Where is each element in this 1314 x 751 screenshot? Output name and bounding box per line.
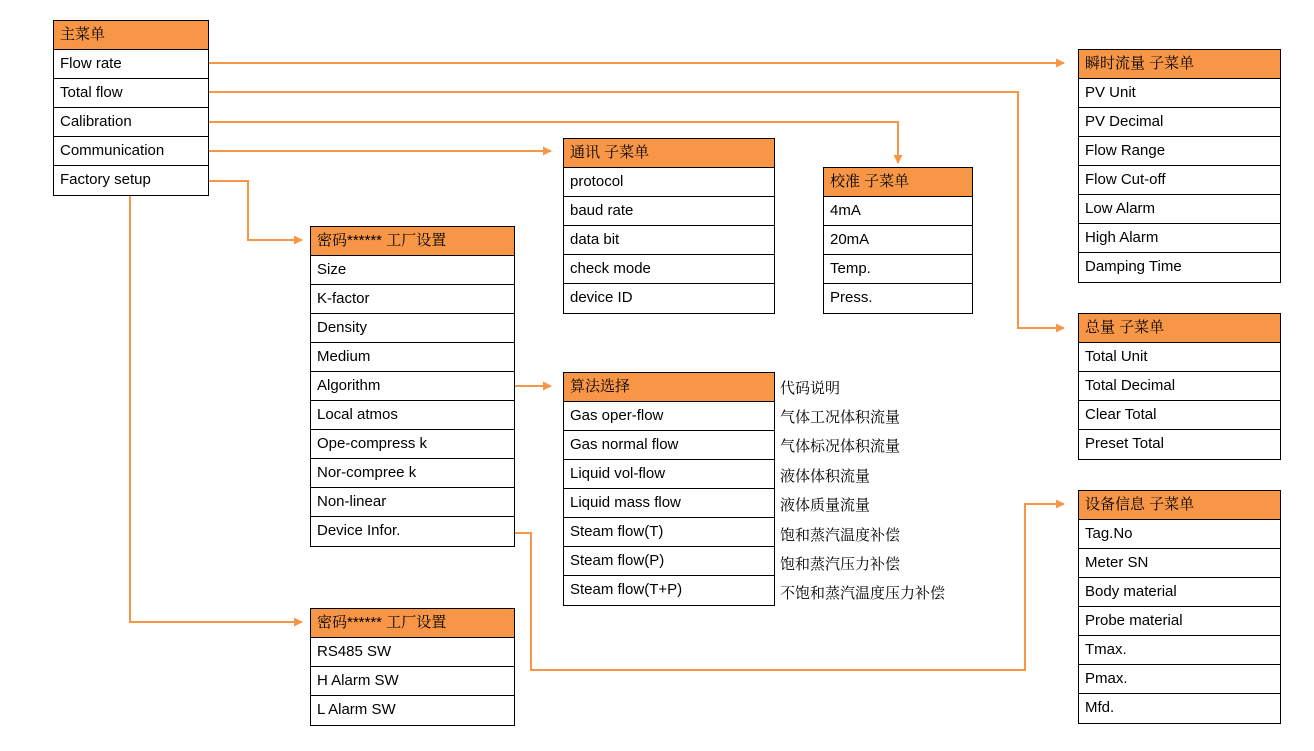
flow-rate-item-pv-decimal[interactable]: PV Decimal bbox=[1079, 108, 1280, 137]
total-flow-item-clear-total[interactable]: Clear Total bbox=[1079, 401, 1280, 430]
device-info-submenu-title: 设备信息 子菜单 bbox=[1079, 491, 1280, 520]
flow-rate-item-pv-unit[interactable]: PV Unit bbox=[1079, 79, 1280, 108]
calibration-submenu-title: 校准 子菜单 bbox=[824, 168, 972, 197]
device-info-submenu-box bbox=[1078, 490, 1281, 724]
main-menu-item-total-flow[interactable]: Total flow bbox=[54, 79, 208, 108]
total-flow-item-total-decimal[interactable]: Total Decimal bbox=[1079, 372, 1280, 401]
factory-setup-2-box bbox=[310, 608, 515, 726]
calibration-item-4ma[interactable]: 4mA bbox=[824, 197, 972, 226]
algorithm-item-steam-flow-t[interactable]: Steam flow(T) bbox=[564, 518, 774, 547]
communication-item-data-bit[interactable]: data bit bbox=[564, 226, 774, 255]
total-flow-submenu-title: 总量 子菜单 bbox=[1079, 314, 1280, 343]
algorithm-item-gas-oper-flow[interactable]: Gas oper-flow bbox=[564, 402, 774, 431]
main-menu-box bbox=[53, 20, 209, 196]
flow-rate-item-damping-time[interactable]: Damping Time bbox=[1085, 258, 1182, 275]
factory-setup-2-item-rs485-sw[interactable]: RS485 SW bbox=[311, 638, 514, 667]
code-explanation-gas-oper-flow: 气体工况体积流量 bbox=[780, 409, 901, 426]
device-info-item-meter-sn[interactable]: Meter SN bbox=[1079, 549, 1280, 578]
code-explanation-liquid-mass-flow: 液体质量流量 bbox=[780, 497, 871, 514]
code-explanation-gas-normal-flow: 气体标况体积流量 bbox=[780, 438, 901, 455]
factory-setup-item-ope-compress-k[interactable]: Ope-compress k bbox=[311, 430, 514, 459]
code-explanation-steam-flow-t: 饱和蒸汽温度补偿 bbox=[780, 527, 901, 544]
algorithm-item-steam-flow-tp[interactable]: Steam flow(T+P) bbox=[570, 581, 683, 598]
code-explanation-steam-flow-p: 饱和蒸汽压力补偿 bbox=[780, 556, 901, 573]
algorithm-box bbox=[563, 372, 775, 606]
flow-rate-submenu-title: 瞬时流量 子菜单 bbox=[1079, 50, 1280, 79]
algorithm-item-liquid-mass-flow[interactable]: Liquid mass flow bbox=[564, 489, 774, 518]
factory-setup-item-local-atmos[interactable]: Local atmos bbox=[311, 401, 514, 430]
calibration-item-press[interactable]: Press. bbox=[830, 289, 873, 306]
total-flow-item-preset-total[interactable]: Preset Total bbox=[1085, 435, 1164, 452]
code-explanation-liquid-vol-flow: 液体体积流量 bbox=[780, 468, 871, 485]
factory-setup-2-item-l-alarm-sw[interactable]: L Alarm SW bbox=[317, 701, 396, 718]
main-menu-item-calibration[interactable]: Calibration bbox=[54, 108, 208, 137]
communication-item-check-mode[interactable]: check mode bbox=[564, 255, 774, 284]
factory-setup-2-title: 密码****** 工厂设置 bbox=[311, 609, 514, 638]
factory-setup-item-non-linear[interactable]: Non-linear bbox=[311, 488, 514, 517]
factory-setup-item-density[interactable]: Density bbox=[311, 314, 514, 343]
device-info-item-probe-material[interactable]: Probe material bbox=[1079, 607, 1280, 636]
factory-setup-item-nor-compree-k[interactable]: Nor-compree k bbox=[311, 459, 514, 488]
factory-setup-2-item-h-alarm-sw[interactable]: H Alarm SW bbox=[311, 667, 514, 696]
algorithm-item-steam-flow-p[interactable]: Steam flow(P) bbox=[564, 547, 774, 576]
algorithm-item-gas-normal-flow[interactable]: Gas normal flow bbox=[564, 431, 774, 460]
flow-rate-submenu-box bbox=[1078, 49, 1281, 283]
calibration-submenu-box bbox=[823, 167, 973, 314]
algorithm-title: 算法选择 bbox=[564, 373, 774, 402]
device-info-item-mfd[interactable]: Mfd. bbox=[1085, 699, 1115, 716]
code-explanation-steam-flow-tp: 不饱和蒸汽温度压力补偿 bbox=[780, 585, 946, 602]
factory-setup-box bbox=[310, 226, 515, 547]
algorithm-item-liquid-vol-flow[interactable]: Liquid vol-flow bbox=[564, 460, 774, 489]
flow-rate-item-high-alarm[interactable]: High Alarm bbox=[1079, 224, 1280, 253]
communication-submenu-title: 通讯 子菜单 bbox=[564, 139, 774, 168]
device-info-item-body-material[interactable]: Body material bbox=[1079, 578, 1280, 607]
flow-rate-item-flow-cut-off[interactable]: Flow Cut-off bbox=[1079, 166, 1280, 195]
main-menu-item-communication[interactable]: Communication bbox=[54, 137, 208, 166]
factory-setup-item-algorithm[interactable]: Algorithm bbox=[311, 372, 514, 401]
communication-item-protocol[interactable]: protocol bbox=[564, 168, 774, 197]
device-info-item-tmax[interactable]: Tmax. bbox=[1079, 636, 1280, 665]
calibration-item-20ma[interactable]: 20mA bbox=[824, 226, 972, 255]
factory-setup-item-device-infor[interactable]: Device Infor. bbox=[317, 522, 401, 539]
total-flow-item-total-unit[interactable]: Total Unit bbox=[1079, 343, 1280, 372]
factory-setup-item-k-factor[interactable]: K-factor bbox=[311, 285, 514, 314]
total-flow-submenu-box bbox=[1078, 313, 1281, 460]
factory-setup-item-size[interactable]: Size bbox=[311, 256, 514, 285]
communication-item-baud-rate[interactable]: baud rate bbox=[564, 197, 774, 226]
main-menu-item-flow-rate[interactable]: Flow rate bbox=[54, 50, 208, 79]
flow-rate-item-low-alarm[interactable]: Low Alarm bbox=[1079, 195, 1280, 224]
main-menu-title: 主菜单 bbox=[54, 21, 208, 50]
communication-item-device-id[interactable]: device ID bbox=[570, 289, 633, 306]
device-info-item-tag-no[interactable]: Tag.No bbox=[1079, 520, 1280, 549]
code-explanation-title: 代码说明 bbox=[780, 380, 841, 397]
calibration-item-temp[interactable]: Temp. bbox=[824, 255, 972, 284]
communication-submenu-box bbox=[563, 138, 775, 314]
device-info-item-pmax[interactable]: Pmax. bbox=[1079, 665, 1280, 694]
factory-setup-title: 密码****** 工厂设置 bbox=[311, 227, 514, 256]
flow-rate-item-flow-range[interactable]: Flow Range bbox=[1079, 137, 1280, 166]
factory-setup-item-medium[interactable]: Medium bbox=[311, 343, 514, 372]
main-menu-item-factory-setup[interactable]: Factory setup bbox=[60, 171, 151, 188]
